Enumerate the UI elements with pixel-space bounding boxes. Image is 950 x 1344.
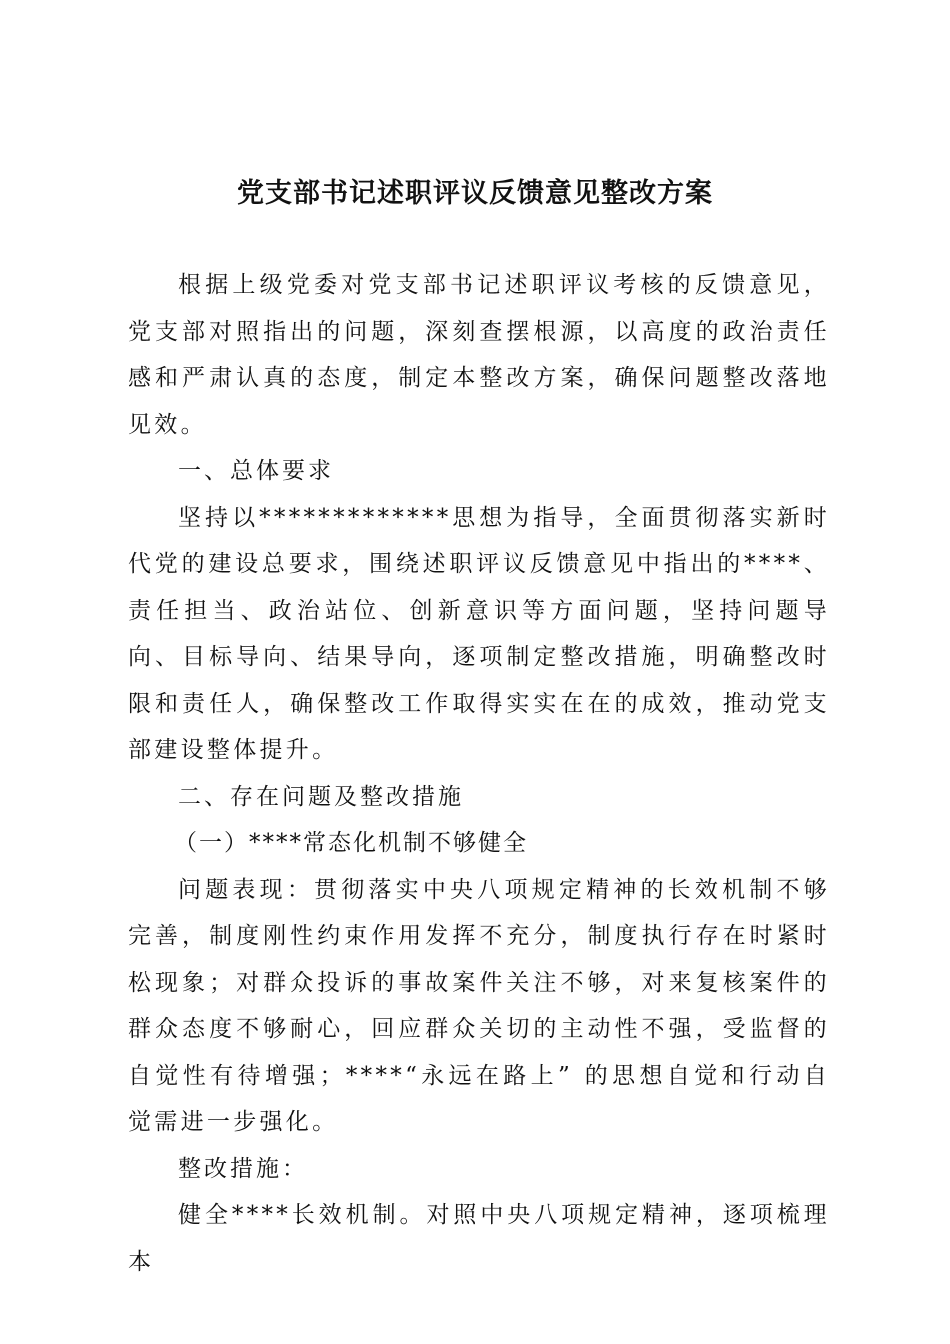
document-title: 党支部书记述职评议反馈意见整改方案: [237, 178, 713, 209]
intro-paragraph: 根据上级党委对党支部书记述职评议考核的反馈意见，党支部对照指出的问题，深刻查摆根源，以高度的政治责任感和严肃认真的态度，制定本整改方案，确保问题整改落地见效。: [128, 272, 830, 438]
problem-description-paragraph: 问题表现：贯彻落实中央八项规定精神的长效机制不够完善，制度刚性约束作用发挥不充分，制度执行存在时紧时松现象；对群众投诉的事故案件关注不够，对来复核案件的群众态度不够耐心，回应群众关切的主动性不强，受监督的自觉性有待增强；****“永远在路上” 的思想自觉和行动自觉需进一步强化。: [128, 876, 830, 1135]
section-heading-problems-and-measures: 二、存在问题及整改措施: [178, 783, 464, 810]
measures-label: 整改措施：: [178, 1155, 308, 1182]
document-body: [128, 262, 830, 1285]
subsection-heading-1: （一）****常态化机制不够健全: [174, 830, 528, 856]
general-requirements-paragraph: 坚持以*************思想为指导，全面贯彻落实新时代党的建设总要求，围绕述职评议反馈意见中指出的****、责任担当、政治站位、创新意识等方面问题，坚持问题导向、目标导向、结果导向，逐项制定整改措施，明确整改时限和责任人，确保整改工作取得实实在在的成效，推动党支部建设整体提升。: [128, 504, 830, 763]
measures-paragraph: 健全****长效机制。对照中央八项规定精神，逐项梳理本: [128, 1202, 830, 1275]
section-heading-general-requirements: 一、总体要求: [178, 458, 334, 484]
